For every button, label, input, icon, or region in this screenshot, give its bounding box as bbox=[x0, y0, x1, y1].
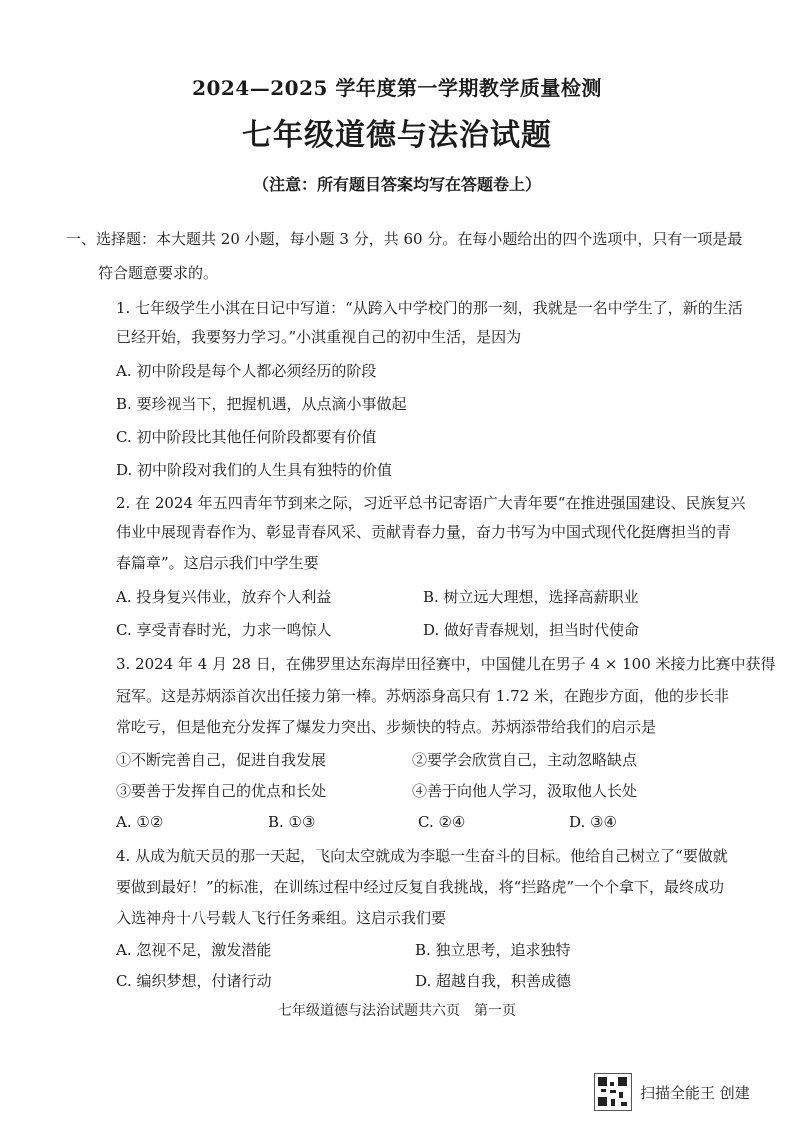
question-3-option-c: C. ②④ bbox=[418, 813, 466, 831]
watermark-text: 扫描全能王 创建 bbox=[640, 1084, 750, 1102]
question-1-line-2: 已经开始，我要努力学习。”小淇重视自己的初中生活，是因为 bbox=[116, 328, 522, 346]
question-4-option-c: C. 编织梦想，付诸行动 bbox=[116, 972, 272, 990]
question-1-option-b: B. 要珍视当下，把握机遇，从点滴小事做起 bbox=[116, 395, 407, 413]
question-1-option-a: A. 初中阶段是每个人都必须经历的阶段 bbox=[116, 362, 377, 380]
question-2-line-3: 春篇章”。这启示我们中学生要 bbox=[116, 554, 319, 572]
question-3-line-1: 3. 2024 年 4 月 28 日，在佛罗里达东海岸田径赛中，中国健儿在男子 4 × 100 米接力比赛中获得 bbox=[116, 655, 776, 673]
question-3-option-b: B. ①③ bbox=[268, 813, 316, 831]
scanner-watermark bbox=[594, 1073, 774, 1113]
answer-notice: （注意：所有题目答案均写在答题卷上） bbox=[252, 175, 541, 194]
question-4-option-b: B. 独立思考，追求独特 bbox=[415, 941, 571, 959]
subject-title: 七年级道德与法治试题 bbox=[242, 118, 552, 153]
question-2-option-d: D. 做好青春规划，担当时代使命 bbox=[423, 621, 640, 639]
question-3-line-3: 常吃亏，但是他充分发挥了爆发力突出、步频快的特点。苏炳添带给我们的启示是 bbox=[116, 718, 657, 736]
question-4-option-d: D. 超越自我，积善成德 bbox=[415, 972, 572, 990]
question-3-statement-3: ③要善于发挥自己的优点和长处 bbox=[116, 782, 327, 800]
question-3-statement-2: ②要学会欣赏自己，主动忽略缺点 bbox=[412, 751, 638, 769]
question-4-line-3: 入选神舟十八号载人飞行任务乘组。这启示我们要 bbox=[116, 909, 447, 927]
question-4-option-a: A. 忽视不足，激发潜能 bbox=[116, 941, 272, 959]
question-3-option-d: D. ③④ bbox=[569, 813, 617, 831]
page-footer: 七年级道德与法治试题共六页 第一页 bbox=[278, 1003, 516, 1019]
qr-code-icon bbox=[594, 1073, 632, 1111]
question-1-option-d: D. 初中阶段对我们的人生具有独特的价值 bbox=[116, 461, 393, 479]
question-4-line-1: 4. 从成为航天员的那一天起，飞向太空就成为李聪一生奋斗的目标。他给自己树立了“要做就 bbox=[116, 847, 728, 865]
exam-title: 2024—2025 学年度第一学期教学质量检测 bbox=[192, 76, 602, 100]
question-3-line-2: 冠军。这是苏炳添首次出任接力第一棒。苏炳添身高只有 1.72 米，在跑步方面，他的步长非 bbox=[116, 687, 729, 705]
question-2-option-c: C. 享受青春时光，力求一鸣惊人 bbox=[116, 621, 332, 639]
question-4-line-2: 要做到最好！”的标准，在训练过程中经过反复自我挑战，将“拦路虎”一个个拿下，最终成功 bbox=[116, 878, 725, 896]
section-instruction-line-2: 符合题意要求的。 bbox=[98, 264, 219, 282]
question-3-option-a: A. ①② bbox=[116, 813, 164, 831]
question-2-option-b: B. 树立远大理想，选择高薪职业 bbox=[423, 588, 639, 606]
question-2-line-2: 伟业中展现青春作为、彰显青春风采、贡献青春力量，奋力书写为中国式现代化挺膺担当的青 bbox=[116, 523, 732, 541]
question-2-option-a: A. 投身复兴伟业，放弃个人利益 bbox=[116, 588, 332, 606]
question-1-line-1: 1. 七年级学生小淇在日记中写道：“从跨入中学校门的那一刻，我就是一名中学生了，新的生活 bbox=[116, 299, 743, 317]
question-2-line-1: 2. 在 2024 年五四青年节到来之际，习近平总书记寄语广大青年要“在推进强国建设、民族复兴 bbox=[116, 494, 746, 512]
question-1-option-c: C. 初中阶段比其他任何阶段都要有价值 bbox=[116, 428, 377, 446]
question-3-statement-4: ④善于向他人学习，汲取他人长处 bbox=[412, 782, 638, 800]
question-3-statement-1: ①不断完善自己，促进自我发展 bbox=[116, 751, 327, 769]
section-instruction-line-1: 一、选择题：本大题共 20 小题，每小题 3 分，共 60 分。在每小题给出的四个选项中，只有一项是最 bbox=[66, 230, 743, 248]
